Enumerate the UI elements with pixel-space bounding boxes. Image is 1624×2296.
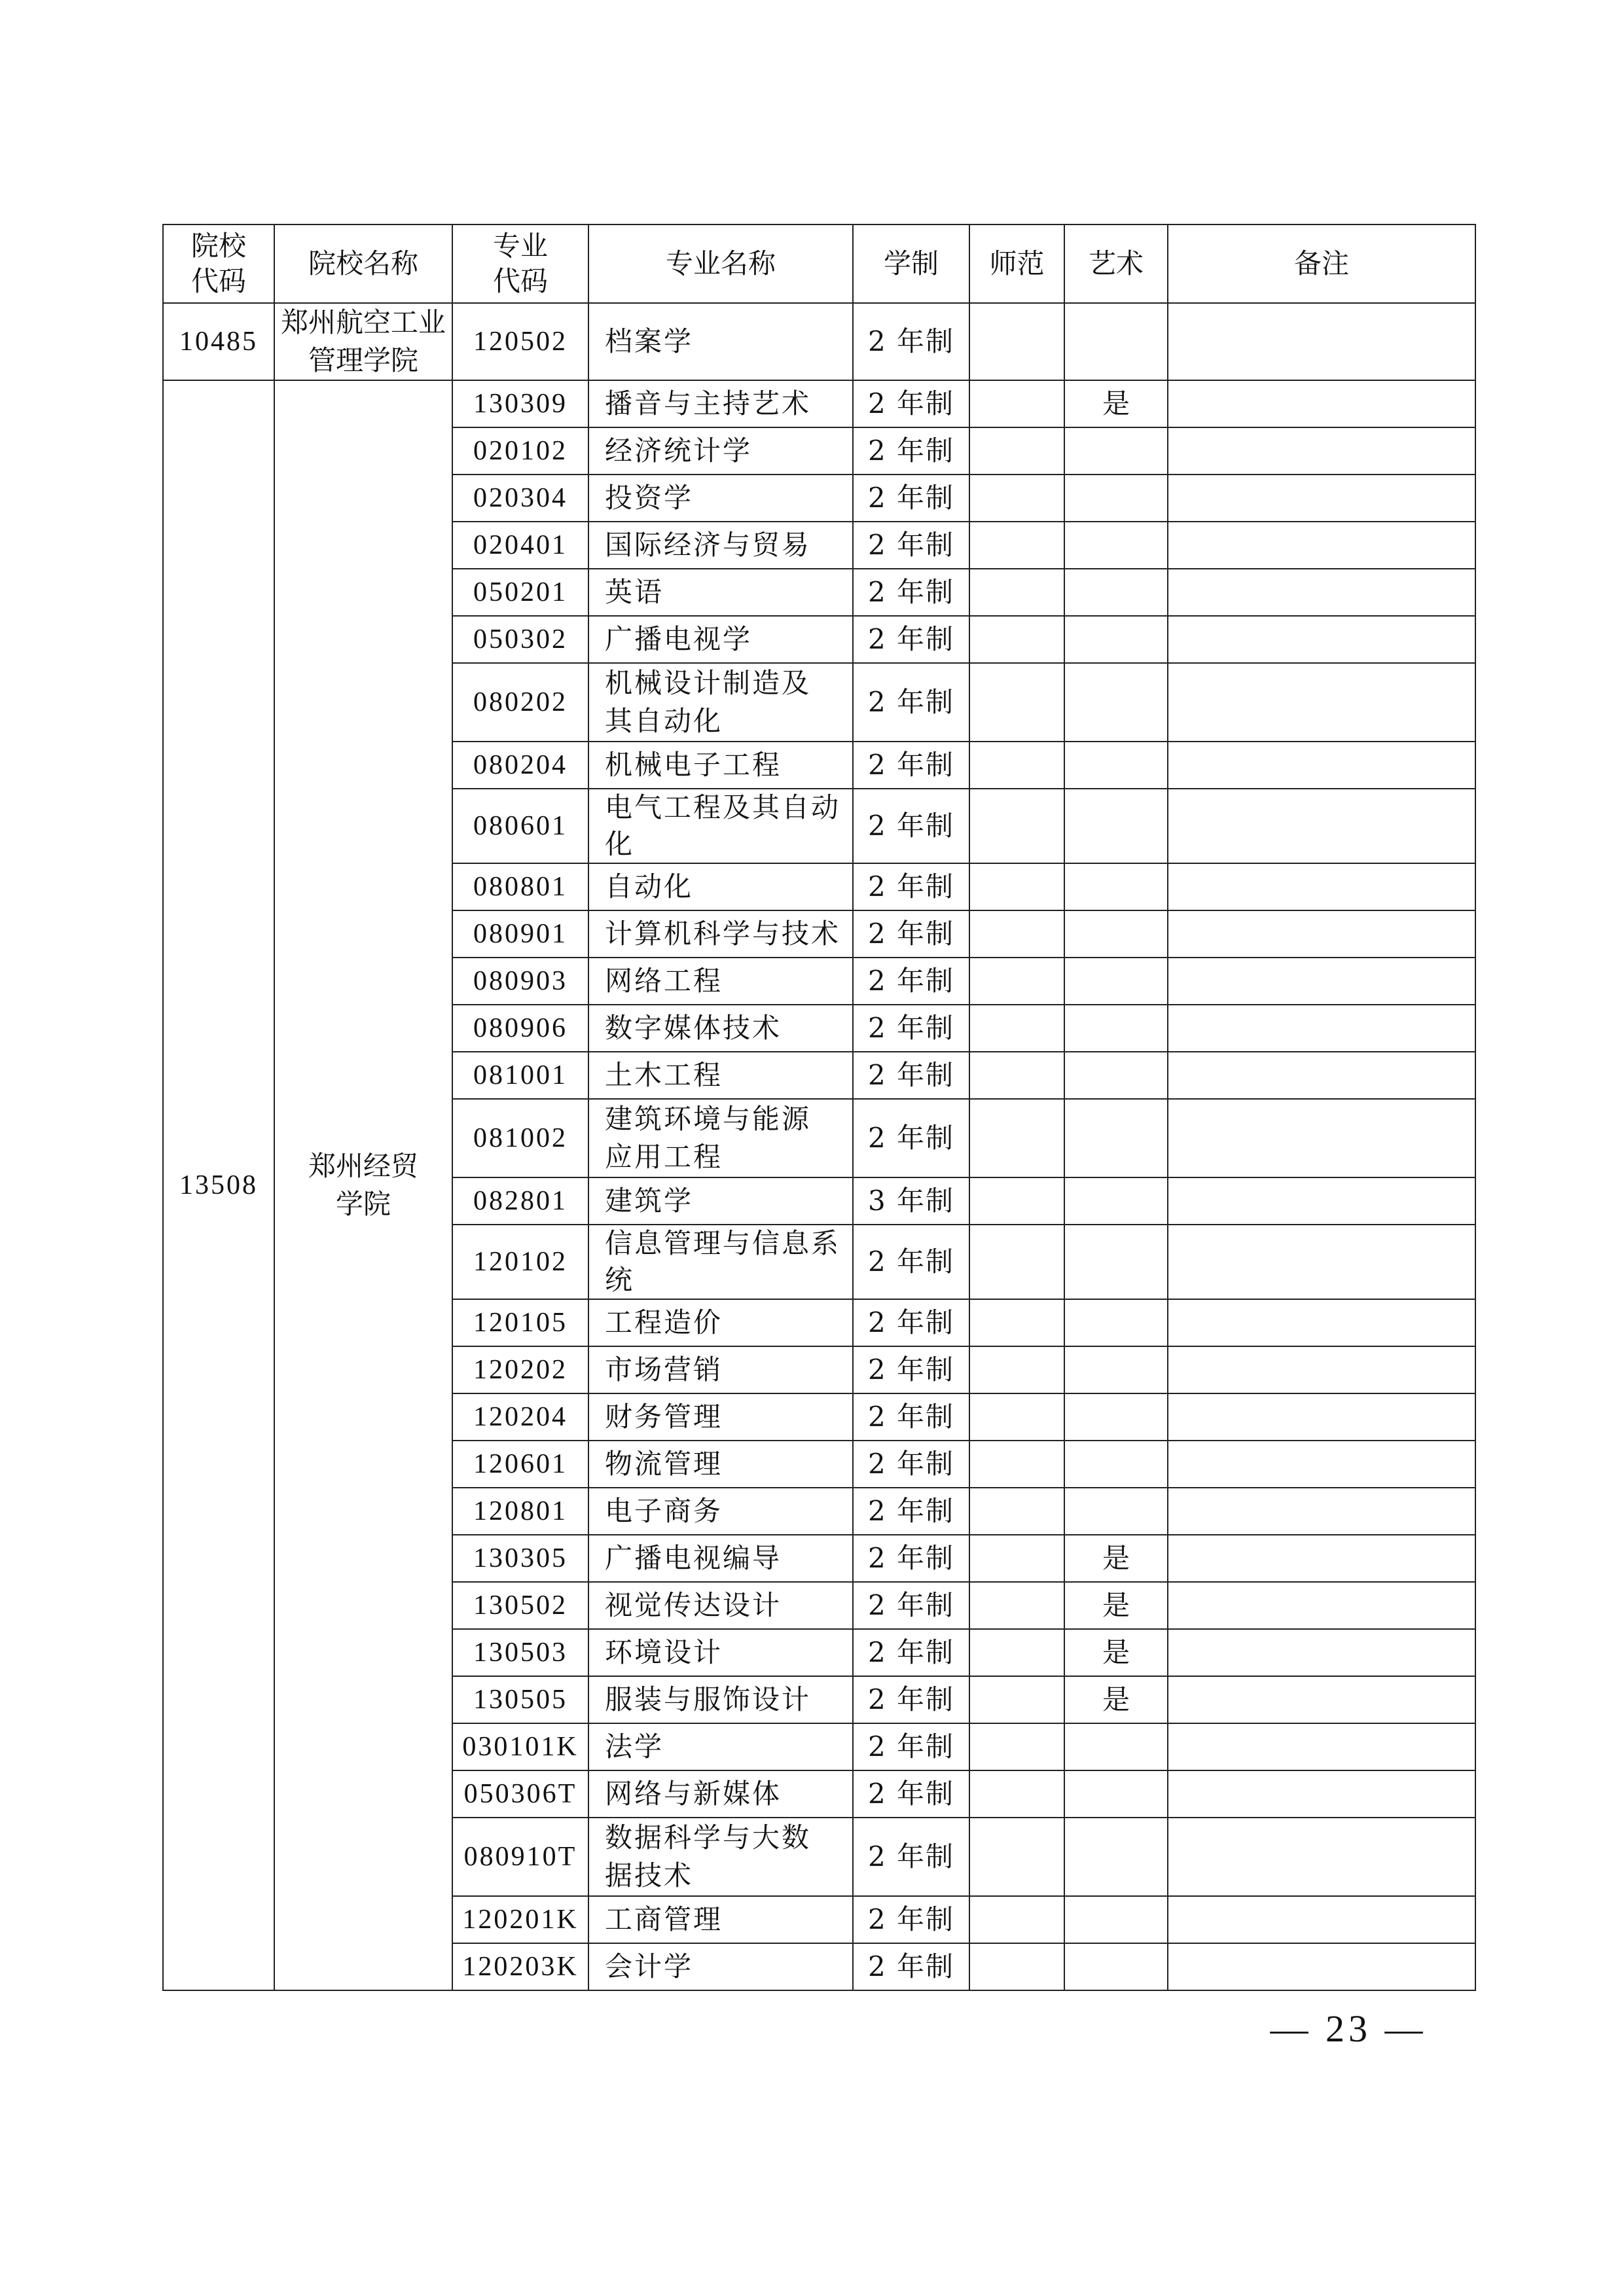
teacher-cell (969, 1770, 1064, 1818)
teacher-cell (969, 1629, 1064, 1676)
major-code-cell: 050201 (452, 569, 588, 616)
remark-cell (1168, 1770, 1475, 1818)
major-code-cell: 120502 (452, 303, 588, 380)
art-cell (1064, 303, 1168, 380)
page-number: — 23 — (1270, 2007, 1427, 2050)
major-code-cell: 120201K (452, 1896, 588, 1943)
art-cell: 是 (1064, 1629, 1168, 1676)
duration-cell: 3 年制 (853, 1177, 969, 1225)
art-cell (1064, 1393, 1168, 1441)
remark-cell (1168, 1582, 1475, 1629)
major-name-cell: 土木工程 (588, 1052, 853, 1099)
duration-cell: 2 年制 (853, 1225, 969, 1299)
duration-cell: 2 年制 (853, 1818, 969, 1896)
major-name-cell: 环境设计 (588, 1629, 853, 1676)
remark-cell (1168, 1005, 1475, 1052)
major-code-cell: 050306T (452, 1770, 588, 1818)
remark-cell (1168, 522, 1475, 569)
major-name-cell: 市场营销 (588, 1346, 853, 1393)
teacher-cell (969, 1676, 1064, 1723)
teacher-cell (969, 1896, 1064, 1943)
duration-cell: 2 年制 (853, 1770, 969, 1818)
major-code-cell: 120801 (452, 1488, 588, 1535)
major-name-cell: 广播电视编导 (588, 1535, 853, 1582)
major-code-cell: 120202 (452, 1346, 588, 1393)
major-name-cell: 网络工程 (588, 958, 853, 1005)
art-cell (1064, 1346, 1168, 1393)
teacher-cell (969, 380, 1064, 427)
remark-cell (1168, 1346, 1475, 1393)
major-name-cell: 机械设计制造及 其自动化 (588, 663, 853, 742)
remark-cell (1168, 1818, 1475, 1896)
teacher-cell (969, 1393, 1064, 1441)
major-code-cell: 080204 (452, 742, 588, 789)
remark-cell (1168, 1629, 1475, 1676)
header-school-name: 院校名称 (274, 224, 452, 303)
art-cell (1064, 427, 1168, 475)
school-name-cell: 郑州航空工业 管理学院 (274, 303, 452, 380)
major-code-cell: 120102 (452, 1225, 588, 1299)
art-cell (1064, 742, 1168, 789)
teacher-cell (969, 1488, 1064, 1535)
remark-cell (1168, 475, 1475, 522)
major-code-cell: 130309 (452, 380, 588, 427)
teacher-cell (969, 863, 1064, 910)
major-name-cell: 视觉传达设计 (588, 1582, 853, 1629)
remark-cell (1168, 863, 1475, 910)
art-cell (1064, 1818, 1168, 1896)
header-art: 艺术 (1064, 224, 1168, 303)
major-name-cell: 工商管理 (588, 1896, 853, 1943)
remark-cell (1168, 616, 1475, 663)
art-cell (1064, 522, 1168, 569)
teacher-cell (969, 1582, 1064, 1629)
teacher-cell (969, 958, 1064, 1005)
art-cell (1064, 1770, 1168, 1818)
duration-cell: 2 年制 (853, 1005, 969, 1052)
major-name-cell: 法学 (588, 1723, 853, 1770)
remark-cell (1168, 910, 1475, 958)
art-cell (1064, 863, 1168, 910)
teacher-cell (969, 427, 1064, 475)
school-code-cell: 10485 (163, 303, 274, 380)
duration-cell: 2 年制 (853, 1441, 969, 1488)
teacher-cell (969, 1099, 1064, 1177)
art-cell: 是 (1064, 380, 1168, 427)
remark-cell (1168, 1299, 1475, 1346)
art-cell (1064, 1052, 1168, 1099)
remark-cell (1168, 742, 1475, 789)
table-row (163, 303, 1475, 380)
art-cell (1064, 475, 1168, 522)
major-code-cell: 020401 (452, 522, 588, 569)
duration-cell: 2 年制 (853, 569, 969, 616)
major-code-cell: 130503 (452, 1629, 588, 1676)
teacher-cell (969, 303, 1064, 380)
major-name-cell: 电气工程及其自动化 (588, 789, 853, 863)
major-code-cell: 050302 (452, 616, 588, 663)
major-name-cell: 信息管理与信息系统 (588, 1225, 853, 1299)
remark-cell (1168, 1177, 1475, 1225)
duration-cell: 2 年制 (853, 1535, 969, 1582)
remark-cell (1168, 427, 1475, 475)
art-cell (1064, 1896, 1168, 1943)
duration-cell: 2 年制 (853, 663, 969, 742)
teacher-cell (969, 910, 1064, 958)
major-name-cell: 经济统计学 (588, 427, 853, 475)
major-code-cell: 080906 (452, 1005, 588, 1052)
duration-cell: 2 年制 (853, 380, 969, 427)
major-name-cell: 计算机科学与技术 (588, 910, 853, 958)
major-code-cell: 120204 (452, 1393, 588, 1441)
major-name-cell: 自动化 (588, 863, 853, 910)
teacher-cell (969, 789, 1064, 863)
art-cell: 是 (1064, 1676, 1168, 1723)
duration-cell: 2 年制 (853, 742, 969, 789)
teacher-cell (969, 742, 1064, 789)
major-name-cell: 国际经济与贸易 (588, 522, 853, 569)
major-name-cell: 工程造价 (588, 1299, 853, 1346)
major-name-cell: 数字媒体技术 (588, 1005, 853, 1052)
major-name-cell: 建筑环境与能源 应用工程 (588, 1099, 853, 1177)
major-code-cell: 080801 (452, 863, 588, 910)
remark-cell (1168, 1723, 1475, 1770)
major-name-cell: 英语 (588, 569, 853, 616)
duration-cell: 2 年制 (853, 1099, 969, 1177)
majors-table (162, 224, 1476, 1991)
major-code-cell: 020304 (452, 475, 588, 522)
remark-cell (1168, 1535, 1475, 1582)
art-cell (1064, 616, 1168, 663)
teacher-cell (969, 1346, 1064, 1393)
duration-cell: 2 年制 (853, 1582, 969, 1629)
duration-cell: 2 年制 (853, 427, 969, 475)
remark-cell (1168, 1441, 1475, 1488)
art-cell (1064, 1099, 1168, 1177)
teacher-cell (969, 475, 1064, 522)
teacher-cell (969, 616, 1064, 663)
duration-cell: 2 年制 (853, 1299, 969, 1346)
duration-cell: 2 年制 (853, 303, 969, 380)
duration-cell: 2 年制 (853, 522, 969, 569)
art-cell: 是 (1064, 1582, 1168, 1629)
duration-cell: 2 年制 (853, 616, 969, 663)
header-school-code: 院校 代码 (163, 224, 274, 303)
duration-cell: 2 年制 (853, 1723, 969, 1770)
remark-cell (1168, 380, 1475, 427)
art-cell (1064, 958, 1168, 1005)
teacher-cell (969, 1535, 1064, 1582)
header-row (163, 224, 1475, 303)
remark-cell (1168, 789, 1475, 863)
remark-cell (1168, 663, 1475, 742)
school-code-cell: 13508 (163, 380, 274, 1990)
major-code-cell: 120105 (452, 1299, 588, 1346)
header-teacher: 师范 (969, 224, 1064, 303)
duration-cell: 2 年制 (853, 1896, 969, 1943)
remark-cell (1168, 958, 1475, 1005)
remark-cell (1168, 303, 1475, 380)
remark-cell (1168, 1393, 1475, 1441)
duration-cell: 2 年制 (853, 1676, 969, 1723)
major-name-cell: 档案学 (588, 303, 853, 380)
teacher-cell (969, 1052, 1064, 1099)
major-code-cell: 080901 (452, 910, 588, 958)
remark-cell (1168, 1943, 1475, 1990)
header-major-name: 专业名称 (588, 224, 853, 303)
duration-cell: 2 年制 (853, 1052, 969, 1099)
major-code-cell: 080202 (452, 663, 588, 742)
school-name-cell: 郑州经贸 学院 (274, 380, 452, 1990)
remark-cell (1168, 1099, 1475, 1177)
art-cell (1064, 1441, 1168, 1488)
duration-cell: 2 年制 (853, 1346, 969, 1393)
teacher-cell (969, 1441, 1064, 1488)
major-name-cell: 机械电子工程 (588, 742, 853, 789)
art-cell (1064, 1225, 1168, 1299)
art-cell (1064, 1005, 1168, 1052)
major-code-cell: 082801 (452, 1177, 588, 1225)
major-name-cell: 财务管理 (588, 1393, 853, 1441)
major-code-cell: 080903 (452, 958, 588, 1005)
teacher-cell (969, 1177, 1064, 1225)
major-code-cell: 130305 (452, 1535, 588, 1582)
table-row (163, 380, 1475, 427)
duration-cell: 2 年制 (853, 789, 969, 863)
major-code-cell: 081002 (452, 1099, 588, 1177)
major-code-cell: 120203K (452, 1943, 588, 1990)
header-duration: 学制 (853, 224, 969, 303)
teacher-cell (969, 1299, 1064, 1346)
art-cell (1064, 1723, 1168, 1770)
major-code-cell: 130502 (452, 1582, 588, 1629)
duration-cell: 2 年制 (853, 1393, 969, 1441)
teacher-cell (969, 522, 1064, 569)
duration-cell: 2 年制 (853, 1629, 969, 1676)
major-name-cell: 建筑学 (588, 1177, 853, 1225)
duration-cell: 2 年制 (853, 475, 969, 522)
major-code-cell: 030101K (452, 1723, 588, 1770)
teacher-cell (969, 1818, 1064, 1896)
duration-cell: 2 年制 (853, 1943, 969, 1990)
teacher-cell (969, 1005, 1064, 1052)
duration-cell: 2 年制 (853, 863, 969, 910)
header-major-code: 专业 代码 (452, 224, 588, 303)
remark-cell (1168, 569, 1475, 616)
art-cell (1064, 789, 1168, 863)
teacher-cell (969, 1723, 1064, 1770)
teacher-cell (969, 569, 1064, 616)
duration-cell: 2 年制 (853, 1488, 969, 1535)
art-cell (1064, 1488, 1168, 1535)
art-cell (1064, 1943, 1168, 1990)
art-cell (1064, 569, 1168, 616)
major-code-cell: 081001 (452, 1052, 588, 1099)
remark-cell (1168, 1225, 1475, 1299)
header-remark: 备注 (1168, 224, 1475, 303)
major-code-cell: 080601 (452, 789, 588, 863)
art-cell (1064, 663, 1168, 742)
major-code-cell: 120601 (452, 1441, 588, 1488)
art-cell (1064, 1177, 1168, 1225)
duration-cell: 2 年制 (853, 910, 969, 958)
teacher-cell (969, 663, 1064, 742)
major-code-cell: 020102 (452, 427, 588, 475)
major-name-cell: 服装与服饰设计 (588, 1676, 853, 1723)
major-name-cell: 投资学 (588, 475, 853, 522)
teacher-cell (969, 1225, 1064, 1299)
remark-cell (1168, 1896, 1475, 1943)
remark-cell (1168, 1488, 1475, 1535)
major-name-cell: 数据科学与大数 据技术 (588, 1818, 853, 1896)
remark-cell (1168, 1676, 1475, 1723)
art-cell (1064, 910, 1168, 958)
major-name-cell: 会计学 (588, 1943, 853, 1990)
teacher-cell (969, 1943, 1064, 1990)
art-cell: 是 (1064, 1535, 1168, 1582)
duration-cell: 2 年制 (853, 958, 969, 1005)
major-name-cell: 物流管理 (588, 1441, 853, 1488)
remark-cell (1168, 1052, 1475, 1099)
table-body (163, 303, 1475, 1990)
major-name-cell: 播音与主持艺术 (588, 380, 853, 427)
major-code-cell: 080910T (452, 1818, 588, 1896)
major-name-cell: 广播电视学 (588, 616, 853, 663)
art-cell (1064, 1299, 1168, 1346)
major-name-cell: 电子商务 (588, 1488, 853, 1535)
major-name-cell: 网络与新媒体 (588, 1770, 853, 1818)
major-code-cell: 130505 (452, 1676, 588, 1723)
